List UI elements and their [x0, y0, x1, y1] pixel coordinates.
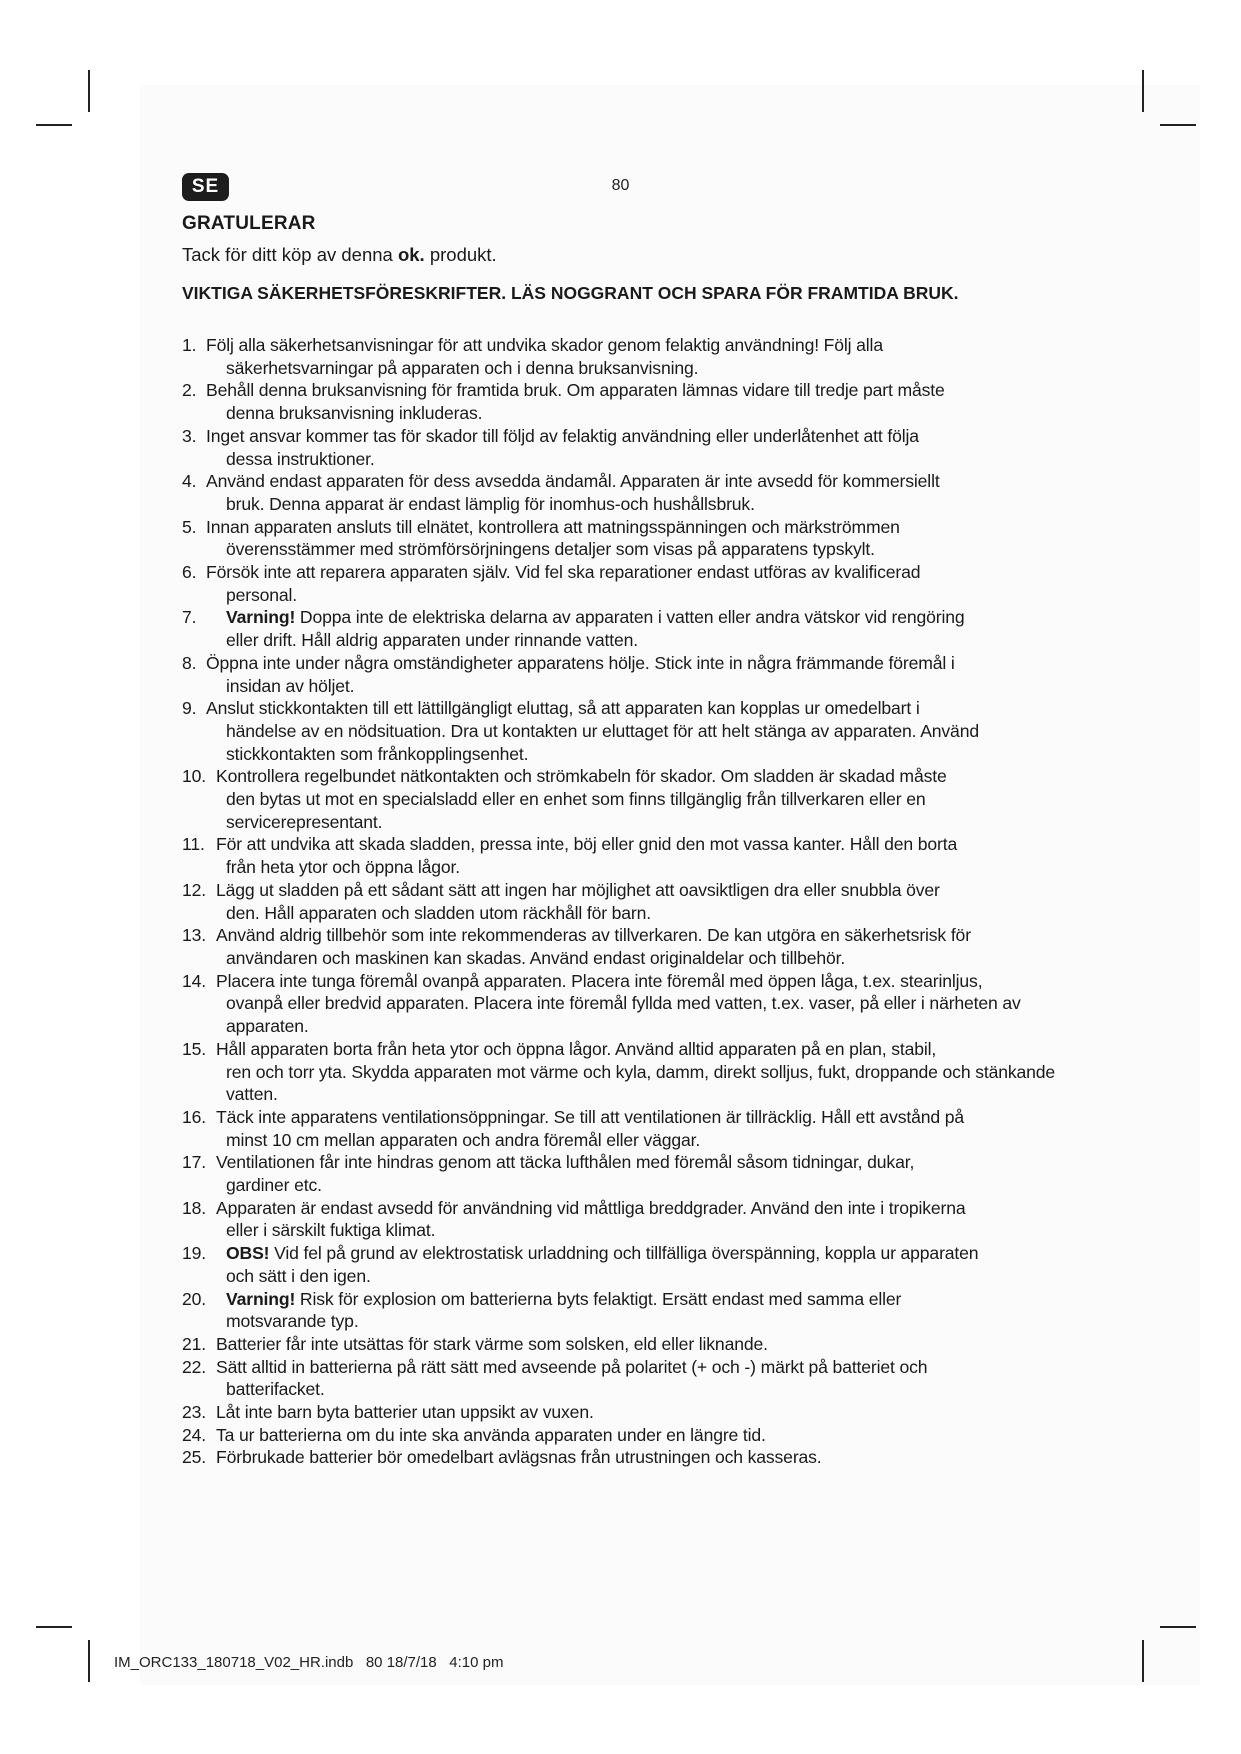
list-item	[182, 516, 1082, 561]
rule-rest: motsvarande typ.	[226, 1311, 359, 1332]
list-item	[182, 1038, 1082, 1106]
rule-number: 13.	[182, 925, 207, 946]
crop-mark-top-right-horizontal	[1160, 124, 1196, 126]
rule-lead: Täck inte apparatens ventilationsöppningar. Se till att ventilationen är tillräcklig. Håll ett avstånd på	[216, 1106, 965, 1127]
rule-rest: ren och torr yta. Skydda apparaten mot värme och kyla, damm, direkt solljus, fukt, droppande och stänkande vatten.	[226, 1061, 1056, 1105]
rule-number: 5.	[182, 516, 197, 537]
list-item	[182, 561, 1082, 606]
crop-mark-bottom-left-vertical	[88, 1640, 90, 1682]
rule-lead-text: Risk för explosion om batterierna byts felaktigt. Ersätt endast med samma eller	[295, 1288, 902, 1309]
rule-number: 4.	[182, 471, 197, 492]
list-item	[182, 1446, 1082, 1469]
rule-number: 25.	[182, 1447, 207, 1468]
print-footer	[114, 1654, 503, 1671]
list-item	[182, 1151, 1082, 1196]
list-item	[182, 425, 1082, 470]
rule-lead	[226, 1242, 1082, 1265]
crop-mark-top-left-vertical	[88, 70, 90, 112]
rule-rest: användaren och maskinen kan skadas. Använd endast originaldelar och tillbehör.	[226, 947, 846, 968]
list-item	[182, 1197, 1082, 1242]
rule-lead: Sätt alltid in batterierna på rätt sätt med avseende på polaritet (+ och -) märkt på batteriet och	[216, 1356, 928, 1377]
rule-lead: Använd endast apparaten för dess avsedda ändamål. Apparaten är inte avsedd för kommersiellt	[206, 471, 940, 492]
rule-rest: från heta ytor och öppna lågor.	[226, 857, 461, 878]
list-item	[182, 1401, 1082, 1424]
rule-number: 3.	[182, 425, 197, 446]
rule-lead: För att undvika att skada sladden, pressa inte, böj eller gnid den mot vassa kanter. Håll den borta	[216, 834, 958, 855]
page-number: 80	[611, 177, 630, 194]
rule-rest: eller drift. Håll aldrig apparaten under rinnande vatten.	[226, 630, 638, 651]
crop-mark-bottom-right-vertical	[1142, 1640, 1144, 1682]
footer-file-info: IM_ORC133_180718_V02_HR.indb 80	[114, 1654, 383, 1671]
rule-number: 6.	[182, 562, 197, 583]
rule-lead: Använd aldrig tillbehör som inte rekommenderas av tillverkaren. De kan utgöra en säkerhetsrisk för	[216, 925, 971, 946]
intro-after: produkt.	[424, 244, 497, 265]
rule-lead: Lägg ut sladden på ett sådant sätt att ingen har möjlighet att oavsiktligen dra eller snubbla över	[216, 879, 940, 900]
safety-rules-list	[182, 334, 1082, 1469]
rule-lead-text: Doppa inte de elektriska delarna av apparaten i vatten eller andra vätskor vid rengöring	[295, 607, 965, 628]
rule-lead	[226, 1288, 1082, 1311]
rule-lead: Behåll denna bruksanvisning för framtida bruk. Om apparaten lämnas vidare till tredje part måste	[206, 380, 945, 401]
rule-rest: bruk. Denna apparat är endast lämplig för inomhus-och hushållsbruk.	[226, 493, 755, 514]
crop-mark-bottom-right-horizontal	[1160, 1626, 1196, 1628]
rule-number: 9.	[182, 698, 197, 719]
safety-heading: VIKTIGA SÄKERHETSFÖRESKRIFTER. LÄS NOGGRANT OCH SPARA FÖR FRAMTIDA BRUK.	[182, 283, 959, 303]
list-item	[182, 879, 1082, 924]
rule-rest: den bytas ut mot en specialsladd eller en enhet som finns tillgänglig från tillverkaren eller en servicerepresentant.	[226, 789, 926, 832]
rule-number: 1.	[182, 335, 197, 355]
rule-number: 22.	[182, 1356, 207, 1377]
rule-rest: dessa instruktioner.	[226, 448, 375, 469]
rule-rest: säkerhetsvarningar på apparaten och i denna bruksanvisning.	[226, 357, 699, 378]
footer-date-time: 18/7/18 4:10 pm	[386, 1654, 504, 1671]
rule-rest: den. Håll apparaten och sladden utom räckhåll för barn.	[226, 902, 652, 923]
rule-lead	[226, 606, 1082, 629]
rule-lead: Ventilationen får inte hindras genom att täcka lufthålen med föremål såsom tidningar, dukar,	[216, 1152, 915, 1173]
list-item	[182, 1333, 1082, 1356]
rule-number: 17.	[182, 1152, 207, 1173]
rule-number: 19.	[182, 1243, 207, 1264]
rule-rest: ovanpå eller bredvid apparaten. Placera inte föremål fyllda med vatten, t.ex. vaser, på eller i närheten av apparaten.	[226, 993, 1021, 1037]
rule-lead: Kontrollera regelbundet nätkontakten och strömkabeln för skador. Om sladden är skadad måste	[216, 766, 947, 787]
rule-number: 15.	[182, 1038, 207, 1059]
rule-number: 18.	[182, 1197, 207, 1218]
list-item	[182, 1106, 1082, 1151]
list-item	[182, 1424, 1082, 1447]
intro-text	[182, 244, 497, 266]
rule-lead: Försök inte att reparera apparaten själv. Vid fel ska reparationer endast utföras av kvalificerad	[206, 562, 921, 583]
list-item	[182, 1356, 1082, 1401]
rule-number: 12.	[182, 879, 207, 900]
rule-emphasis: Varning!	[226, 607, 296, 628]
crop-mark-top-left-horizontal	[36, 124, 72, 126]
list-item	[182, 697, 1082, 765]
rule-lead: Placera inte tunga föremål ovanpå apparaten. Placera inte föremål med öppen låga, t.ex. stearinljus,	[216, 970, 983, 991]
rule-rest: insidan av höljet.	[226, 675, 355, 696]
rule-rest: eller i särskilt fuktiga klimat.	[226, 1220, 436, 1241]
page-title: GRATULERAR	[182, 213, 316, 234]
rule-rest: personal.	[226, 584, 298, 605]
rule-lead: Innan apparaten ansluts till elnätet, kontrollera att matningsspänningen och märkströmmen	[206, 516, 900, 537]
rule-lead: Låt inte barn byta batterier utan uppsikt av vuxen.	[216, 1402, 594, 1423]
brand-name: ok.	[397, 244, 425, 265]
rule-number: 21.	[182, 1333, 207, 1354]
list-item	[182, 1288, 1082, 1333]
rule-rest: minst 10 cm mellan apparaten och andra föremål eller väggar.	[226, 1129, 701, 1150]
rule-emphasis: Varning!	[226, 1288, 296, 1309]
rule-lead: Följ alla säkerhetsanvisningar för att undvika skador genom felaktig användning! Följ alla	[206, 335, 883, 355]
rule-lead: Öppna inte under några omständigheter apparatens hölje. Stick inte in några främmande föremål i	[206, 652, 955, 673]
crop-mark-bottom-left-horizontal	[36, 1626, 72, 1628]
rule-number: 16.	[182, 1106, 207, 1127]
list-item	[182, 833, 1082, 878]
list-item	[182, 652, 1082, 697]
rule-number: 2.	[182, 380, 197, 401]
list-item	[182, 765, 1082, 833]
rule-number: 11.	[182, 834, 205, 855]
rule-number: 20.	[182, 1288, 207, 1309]
rule-number: 23.	[182, 1402, 207, 1423]
rule-rest: batterifacket.	[226, 1379, 325, 1400]
list-item	[182, 470, 1082, 515]
rule-lead: Förbrukade batterier bör omedelbart avlägsnas från utrustningen och kasseras.	[216, 1447, 822, 1468]
list-item	[182, 334, 1082, 379]
list-item	[182, 1242, 1082, 1287]
list-item	[182, 606, 1082, 651]
rule-lead: Håll apparaten borta från heta ytor och öppna lågor. Använd alltid apparaten på en plan, stabil,	[216, 1038, 937, 1059]
list-item	[182, 379, 1082, 424]
rule-lead: Ta ur batterierna om du inte ska använda apparaten under en längre tid.	[216, 1424, 766, 1445]
language-badge: SE	[182, 173, 229, 201]
rule-rest: händelse av en nödsituation. Dra ut kontakten ur eluttaget för att helt stänga av apparaten. Använd stickkontakten som frånkopplingsenhet.	[226, 720, 979, 764]
rule-rest: överensstämmer med strömförsörjningens detaljer som visas på apparatens typskylt.	[226, 539, 875, 560]
rule-number: 7.	[182, 607, 197, 628]
rule-lead-text: Vid fel på grund av elektrostatisk urladdning och tillfälliga överspänning, koppla ur apparaten	[269, 1243, 979, 1264]
list-item	[182, 924, 1082, 969]
rule-lead: Inget ansvar kommer tas för skador till följd av felaktig användning eller underlåtenhet att följa	[206, 425, 919, 446]
rule-rest: och sätt i den igen.	[226, 1265, 371, 1286]
rule-rest: denna bruksanvisning inkluderas.	[226, 403, 483, 424]
list-item	[182, 970, 1082, 1038]
rule-lead: Apparaten är endast avsedd för användning vid måttliga breddgrader. Använd den inte i tropikerna	[216, 1197, 966, 1218]
rule-number: 10.	[182, 766, 207, 787]
rule-lead: Batterier får inte utsättas för stark värme som solsken, eld eller liknande.	[216, 1333, 768, 1354]
rule-number: 14.	[182, 970, 207, 991]
rule-number: 24.	[182, 1424, 207, 1445]
rule-rest: gardiner etc.	[226, 1175, 322, 1196]
rule-number: 8.	[182, 652, 197, 673]
rule-lead: Anslut stickkontakten till ett lättillgängligt eluttag, så att apparaten kan kopplas ur omedelbart i	[206, 698, 920, 719]
crop-mark-top-right-vertical	[1142, 70, 1144, 112]
intro-before: Tack för ditt köp av denna	[182, 244, 398, 265]
rule-emphasis: OBS!	[226, 1243, 270, 1264]
